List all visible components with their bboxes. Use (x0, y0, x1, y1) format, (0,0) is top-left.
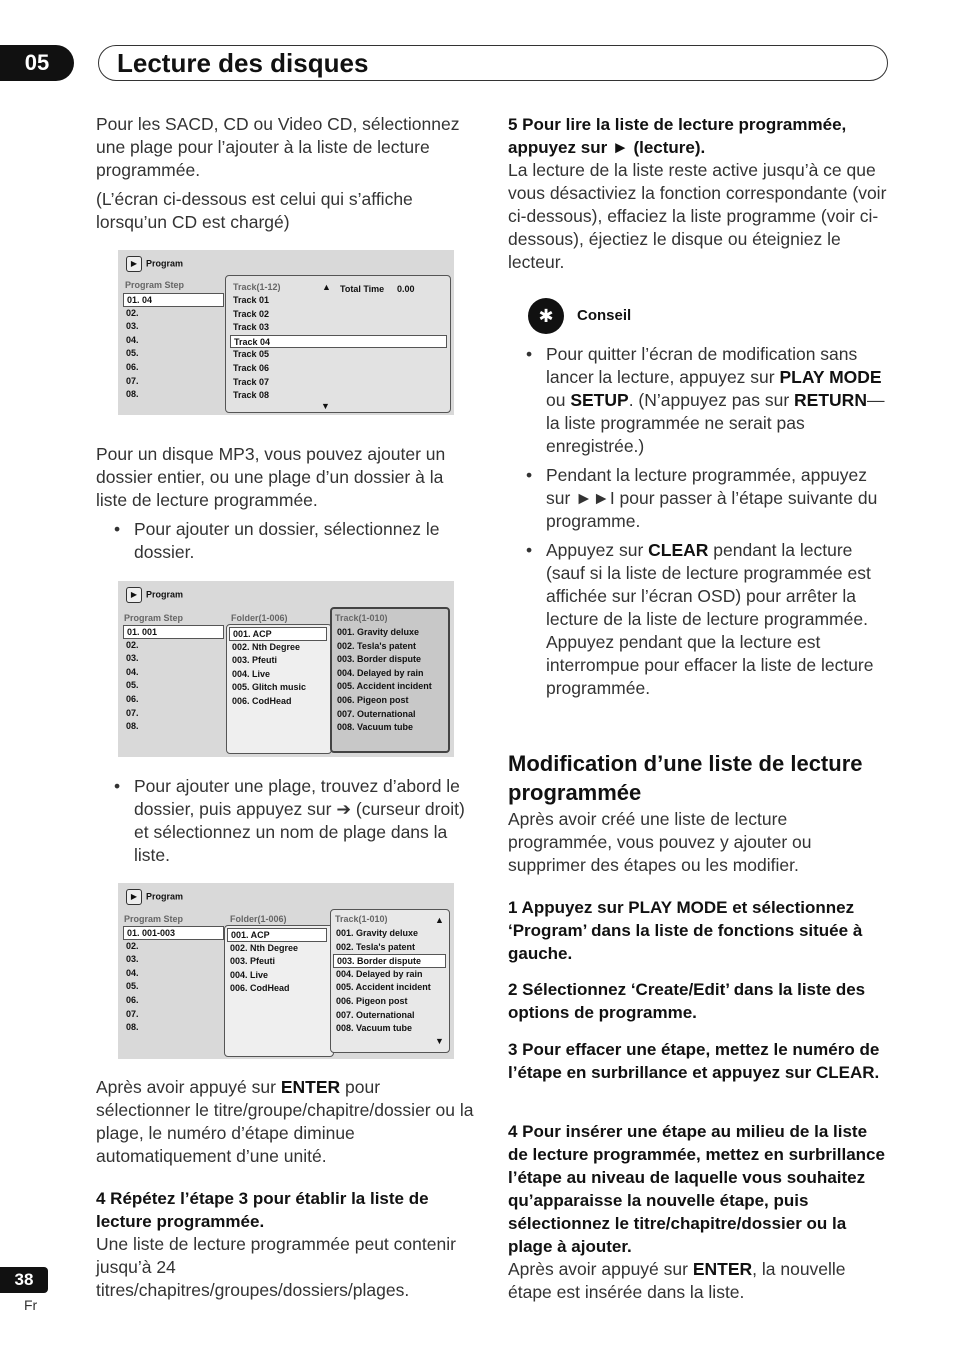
track-add-block (96, 775, 478, 867)
list-item[interactable]: 006. Pigeon post (336, 995, 408, 1006)
chapter-title-bar (98, 45, 888, 81)
track-list (334, 626, 444, 735)
program-icon: ▶ (126, 256, 142, 272)
list-item[interactable]: 005. Accident incident (336, 982, 431, 993)
list-item[interactable]: 004. Delayed by rain (337, 667, 424, 678)
program-icon: ▶ (126, 587, 142, 603)
language-code: Fr (24, 1297, 38, 1313)
list-item[interactable]: 006. CodHead (230, 983, 290, 994)
section-heading: Modification d’une liste de lecture programmée (508, 751, 863, 805)
step-heading: 1 Appuyez sur PLAY MODE et sélectionnez ‘Program’ dans la liste de fonctions située à gauche. (508, 898, 863, 963)
osd-screen-mp3-track (118, 883, 454, 1059)
folder-label: Folder(1-006) (231, 613, 288, 623)
folder-label: Folder(1-006) (230, 914, 287, 924)
step-list (123, 926, 224, 1035)
list-item[interactable]: 008. Vacuum tube (337, 722, 414, 733)
bullet-item: • Pour ajouter une plage, trouvez d’abord le dossier, puis appuyez sur ➔ (curseur droit) et sélectionnez un nom de plage dans la liste. (96, 775, 478, 867)
list-item[interactable]: 001. ACP (227, 928, 327, 942)
osd-screen-mp3-folder (118, 581, 454, 757)
list-item[interactable]: 003. Pfeuti (230, 956, 276, 967)
list-item[interactable]: Track 08 (233, 390, 270, 401)
step-list (123, 293, 224, 402)
list-item[interactable]: 004. Delayed by rain (336, 968, 423, 979)
step-heading: 3 Pour effacer une étape, mettez le numéro de l’étape en surbrillance et appuyez sur CLEAR. (508, 1040, 880, 1082)
list-item[interactable]: 04. (126, 334, 139, 345)
osd-header: ▶ Program (126, 889, 183, 905)
list-item[interactable]: 05. (126, 680, 139, 691)
list-item[interactable]: 06. (126, 361, 139, 372)
chapter-number: 05 (0, 45, 74, 81)
track-label: Track(1-010) (335, 914, 388, 924)
paragraph: Après avoir appuyé sur ENTER pour sélectionner le titre/groupe/chapitre/dossier ou la plage, le numéro d’étape diminue automatiquement d’une unité. (96, 1077, 474, 1166)
list-item[interactable]: 05. (126, 981, 139, 992)
list-item[interactable]: 001. Gravity deluxe (337, 627, 420, 637)
tip-lightbulb-icon: ✱ (528, 298, 564, 334)
paragraph: Une liste de lecture programmée peut contenir jusqu’à 24 titres/chapitres/groupes/dossiers/plages. (96, 1234, 456, 1300)
osd-header: ▶ Program (126, 587, 183, 603)
list-item[interactable]: 06. (126, 994, 139, 1005)
list-item[interactable]: 08. (126, 1022, 139, 1033)
step-4-block (96, 1187, 478, 1302)
list-item[interactable]: 03. (126, 321, 139, 332)
list-item[interactable]: 03. (126, 653, 139, 664)
track-list (333, 927, 446, 1036)
tip-title: Conseil (577, 307, 632, 324)
track-pane (330, 909, 450, 1053)
paragraph: Pour un disque MP3, vous pouvez ajouter un dossier entier, ou une plage d’un dossier à la liste de lecture programmée. (96, 444, 446, 510)
list-item[interactable]: Track 04 (230, 335, 447, 349)
page-number: 38 (0, 1267, 48, 1293)
step-5-block (508, 113, 888, 274)
list-item[interactable]: 02. (126, 307, 139, 318)
tip-list (508, 343, 888, 700)
list-item[interactable]: 001. ACP (229, 627, 327, 641)
list-item[interactable]: 08. (126, 389, 139, 400)
paragraph: La lecture de la liste reste active jusqu’à ce que vous désactiviez la fonction correspondante (voir ci-dessous), effaciez la liste programme (voir ci-dessous), éjectiez le disque ou éteigniez le lecteur. (508, 160, 887, 272)
mp3-block (96, 443, 478, 564)
list-item[interactable]: 003. Pfeuti (232, 655, 278, 666)
track-label: Track(1-010) (335, 613, 388, 623)
list-item[interactable]: 01. 04 (123, 293, 224, 307)
list-item[interactable]: 003. Border dispute (337, 654, 422, 665)
list-item[interactable]: 002. Nth Degree (232, 641, 301, 652)
up-arrow-icon: ▲ (435, 915, 444, 925)
step-heading: 5 Pour lire la liste de lecture programmée, appuyez sur ► (lecture). (508, 115, 847, 157)
list-item[interactable]: 02. (126, 940, 139, 951)
step-list (123, 625, 224, 734)
list-item[interactable]: 04. (126, 666, 139, 677)
track-pane (330, 607, 450, 753)
folder-pane (226, 624, 332, 754)
list-item[interactable]: Track 06 (233, 362, 270, 373)
chapter-title: Lecture des disques (117, 48, 369, 78)
step-4-insert-block (508, 1120, 888, 1304)
list-item[interactable]: 04. (126, 967, 139, 978)
list-item[interactable]: 004. Live (232, 668, 271, 679)
paragraph: Pour les SACD, CD ou Video CD, sélectionnez une plage pour l’ajouter à la liste de lecture programmée. (96, 114, 460, 180)
step-label: Program Step (125, 280, 185, 290)
down-arrow-icon: ▼ (321, 401, 330, 411)
list-item[interactable]: Track 02 (233, 308, 270, 319)
step-label: Program Step (124, 613, 184, 623)
paragraph: Après avoir appuyé sur ENTER, la nouvelle étape est insérée dans la liste. (508, 1259, 846, 1302)
folder-list (227, 928, 327, 996)
down-arrow-icon: ▼ (435, 1036, 444, 1046)
bullet-item: • Appuyez sur CLEAR pendant la lecture (sauf si la liste de lecture programmée est affichée sur l’écran OSD) pour arrêter la lecture de la liste de lecture programmée. Appuyez pendant que la lecture est interrompue pour effacer la liste de lecture programmée. (508, 539, 888, 700)
step-label: Program Step (124, 914, 184, 924)
list-item[interactable]: 006. Pigeon post (337, 694, 409, 705)
list-item[interactable]: Track 01 (233, 295, 270, 305)
total-time-label: Total Time (340, 284, 385, 294)
list-item[interactable]: 002. Tesla's patent (337, 640, 417, 651)
list-item[interactable]: 003. Border dispute (333, 954, 446, 968)
paragraph: (L’écran ci-dessous est celui qui s’affiche lorsqu’un CD est chargé) (96, 189, 413, 232)
track-list (230, 294, 447, 403)
total-time-value: 0.00 (397, 284, 415, 294)
list-item[interactable]: 06. (126, 693, 139, 704)
folder-list (229, 627, 327, 709)
list-item[interactable]: 007. Outernational (336, 1009, 415, 1020)
osd-header: ▶ Program (126, 256, 183, 272)
list-item[interactable]: 07. (126, 375, 139, 386)
list-item[interactable]: Track 03 (233, 322, 270, 333)
list-item[interactable]: Track 07 (233, 376, 270, 387)
step-heading: 4 Répétez l’étape 3 pour établir la liste de lecture programmée. (96, 1189, 429, 1231)
list-item[interactable]: 08. (126, 721, 139, 732)
enter-block (96, 1076, 478, 1168)
list-item[interactable]: 01. 001 (123, 625, 224, 639)
list-item[interactable]: 007. Outernational (337, 708, 416, 719)
list-item[interactable]: Track 05 (233, 349, 270, 360)
list-item[interactable]: 006. CodHead (232, 695, 292, 706)
list-item[interactable]: 07. (126, 707, 139, 718)
program-icon: ▶ (126, 889, 142, 905)
section-intro: Après avoir créé une liste de lecture programmée, vous pouvez y ajouter ou supprimer des étapes ou les modifier. (508, 809, 812, 875)
step-heading: 2 Sélectionnez ‘Create/Edit’ dans la liste des options de programme. (508, 980, 866, 1022)
list-item[interactable]: 01. 001-003 (123, 926, 224, 940)
list-item[interactable]: 002. Tesla's patent (336, 941, 416, 952)
list-item[interactable]: 07. (126, 1008, 139, 1019)
list-item[interactable]: 02. (126, 639, 139, 650)
list-item[interactable]: 05. (126, 348, 139, 359)
track-pane (225, 275, 451, 413)
intro-block (96, 113, 476, 234)
up-arrow-icon: ▲ (322, 282, 331, 292)
step-heading: 4 Pour insérer une étape au milieu de la liste de lecture programmée, mettez en surbrillance l’étape au niveau de laquelle vous souhaitez qu’apparaisse la nouvelle étape, puis sélectionnez le titre/chapitre/dossier ou la plage à ajouter. (508, 1122, 885, 1256)
list-item[interactable]: 005. Accident incident (337, 681, 432, 692)
list-item[interactable]: 004. Live (230, 969, 269, 980)
list-item[interactable]: 001. Gravity deluxe (336, 928, 419, 938)
list-item[interactable]: 008. Vacuum tube (336, 1023, 413, 1034)
list-item[interactable]: 002. Nth Degree (230, 942, 299, 953)
track-label: Track(1-12) (233, 282, 281, 292)
bullet-item: • Pour quitter l’écran de modification sans lancer la lecture, appuyez sur PLAY MODE ou SETUP. (N’appuyez pas sur RETURN—la liste programmée ne serait pas enregistrée.) (508, 343, 888, 458)
list-item[interactable]: 005. Glitch music (232, 682, 307, 693)
osd-screen-cd (118, 250, 454, 415)
folder-pane (224, 925, 334, 1057)
bullet-item: • Pour ajouter un dossier, sélectionnez le dossier. (96, 518, 478, 564)
list-item[interactable]: 03. (126, 954, 139, 965)
bullet-item: • Pendant la lecture programmée, appuyez sur ►►I pour passer à l’étape suivante du programme. (508, 464, 888, 533)
